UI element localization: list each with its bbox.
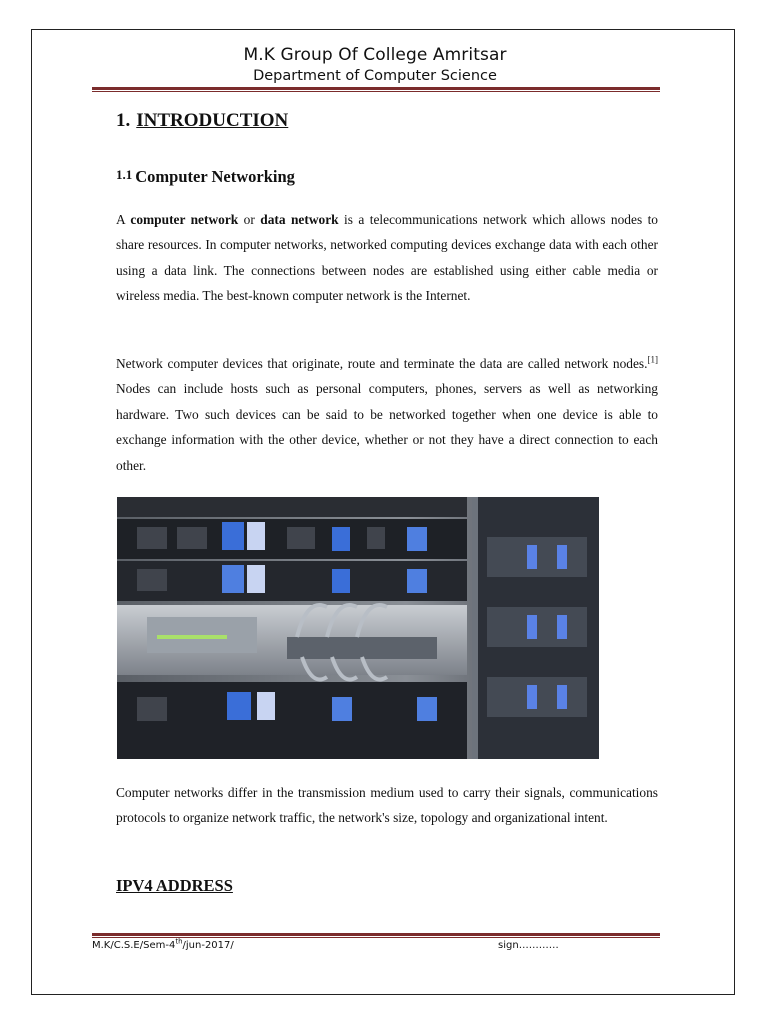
para1-text-b: or xyxy=(238,212,261,227)
page-header xyxy=(90,44,660,86)
footer-sup: th xyxy=(175,937,183,946)
para3-text: Computer networks differ in the transmission medium used to carry their signals, communications protocols to organize network traffic, the network's size, topology and organizational intent. xyxy=(116,785,658,826)
section-heading xyxy=(116,109,288,133)
paragraph-1 xyxy=(116,207,658,309)
department-name: Department of Computer Science xyxy=(253,68,497,84)
section-title: INTRODUCTION xyxy=(136,110,289,131)
footer-code: M.K/C.S.E/Sem-4 xyxy=(92,940,176,951)
citation-ref[interactable]: [1] xyxy=(647,354,658,365)
footer-reference xyxy=(92,937,234,951)
sign-line: ………… xyxy=(518,940,559,951)
subsection-number: 1.1 xyxy=(116,167,133,182)
para2-text-a: Network computer devices that originate, route and terminate the data are called network nodes. xyxy=(116,356,648,371)
paragraph-3 xyxy=(116,780,658,831)
paragraph-2 xyxy=(116,351,658,478)
term-data-network: data network xyxy=(260,212,339,227)
header-rule xyxy=(92,87,660,92)
term-computer-network: computer network xyxy=(130,212,239,227)
ipv4-heading: IPV4 ADDRESS xyxy=(116,876,233,895)
subsection-heading xyxy=(116,164,295,188)
sign-label: sign xyxy=(498,940,519,951)
para1-text-a: A xyxy=(116,212,131,227)
para2-text-b: Nodes can include hosts such as personal computers, phones, servers as well as networking hardware. Two such devices can be said to be networked together when one device is able to exchange information with the other device, whether or not they have a direct connection to each other. xyxy=(116,381,658,473)
section-number: 1. xyxy=(116,110,131,131)
para1-text-c: is a telecommunications network which allows nodes to share resources. In computer networks, networked computing devices exchange data with each other using a data link. The connections between nodes are established using either cable media or wireless media. The best-known computer network is the Internet. xyxy=(116,212,659,304)
college-name: M.K Group Of College Amritsar xyxy=(243,45,507,65)
server-rack-photo xyxy=(117,497,599,759)
footer-date: /jun-2017/ xyxy=(182,940,234,951)
footer-sign xyxy=(498,940,559,951)
subsection-title: Computer Networking xyxy=(135,167,295,186)
